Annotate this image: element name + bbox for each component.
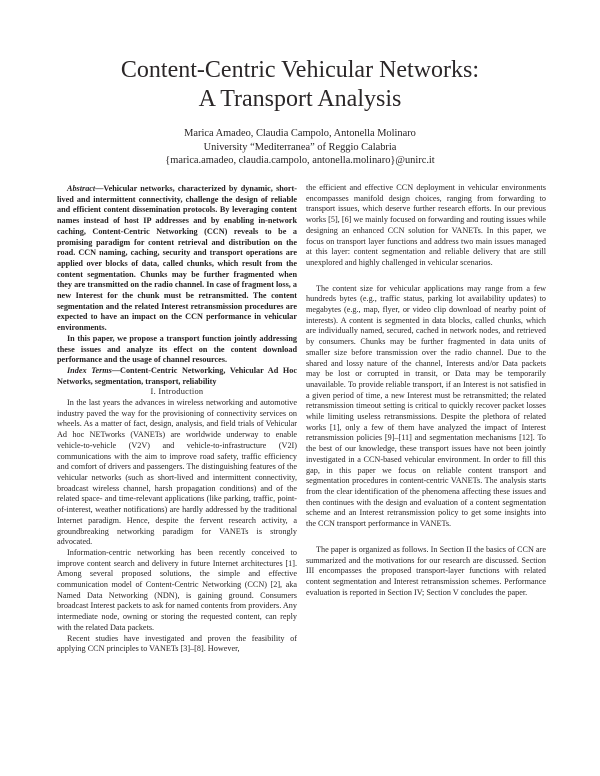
abstract-label: Abstract [67,184,96,193]
paragraph-gap [306,269,546,284]
abstract-text: —Vehicular networks, characterized by dynamic, short-lived and intermittent connectivity, challenge the design of reliable and efficient content dissemination protocols. By leveraging content names instead of host IP addresses and by enabling in-network caching, Content-Centric Networking (CCN) reveals to be a promising paradigm for content retrieval and distribution on the road. CCN naming, caching, security and transport operations are applied over blocks of data, called chunks, which result from the content segmentation. Chunks may be further fragmented when they are transmitted on the radio channel. In case of fragment loss, a new Interest for the chunk must be retransmitted. The content segmentation and the related Interest retransmission procedures are expected to have an impact on the CCN performance in vehicular environments. [57,184,297,333]
affiliation: University “Mediterranea” of Reggio Calabria [203,141,397,153]
abstract-paragraph-2: In this paper, we propose a transport function jointly addressing these issues and analyze its effect on the content download performance and the usage of channel resources. [57,333,297,365]
paragraph-gap [306,530,546,545]
author-names: Marica Amadeo, Claudia Campolo, Antonella Molinaro [184,128,416,139]
abstract-paragraph [57,184,297,334]
intro-paragraph-6: The paper is organized as follows. In Section II the basics of CCN are summarized and the motivations for our research are discussed. Section III encompasses the proposed transport-layer functions with related content segmentation and Interest retransmission schemes. Performance evaluation is reported in Section IV; Section V concludes the paper. [306,544,546,597]
author-block [0,127,600,168]
index-terms-text: —Content-Centric Networking, Vehicular Ad Hoc Networks, segmentation, transport, reliability [57,365,298,386]
intro-paragraph-4: the efficient and effective CCN deployment in vehicular environments encompasses manifold design choices, ranging from forwarding to transport issues, which deserve further research efforts. In our previous works [5], [6] we mainly focused on forwarding and routing issues while designing an enhanced CCN solution for VANETs. In this paper, we focus on transport layer functions and address two main issues managed at this layer: content segmentation and reliable delivery that are still unexplored and highly challenged in vehicular scenarios. [306,183,546,267]
index-terms-label: Index Terms [67,365,112,375]
title-line-1: Content-Centric Vehicular Networks: [120,57,480,83]
section-heading-introduction: I. Introduction [150,387,204,397]
index-terms [57,366,297,387]
intro-paragraph-5: The content size for vehicular applications may range from a few hundreds bytes (e.g., traffic status, parking lot availability updates) to megabytes (e.g., map, flyer, or video clip download of nearby point of interests). A content is segmented in data blocks, called chunks, which are individually named, secured, cached in network nodes, and retrieved by consumers. Chunks may be further fragmented in data units of smaller size before transmission over the radio channel. Due to the shared and lossy nature of the channel, Interests and/or Data packets may be lost or corrupted in transit, or Data may be temporarily unavailable. To provide reliable transport, if an Interest is not satisfied in a given period of time, a new Interest must be retransmitted; the related retransmission timeout setting is critical to quickly recover packet losses while limiting useless retransmissions. Despite the plethora of related works [1], only a few of them have analyzed the impact of Interest retransmission policies [9]–[11] and segmentation mechanisms [12]. To the best of our knowledge, these transport issues have not been jointly investigated in a CCN-based vehicular environment. In order to fill this gap, in this paper we focus on reliable content transport and segmentation procedures in content-centric VANETs. The analysis starts from the clear identification of the phenomena affecting these issues and then continues with the design and evaluation of a content segmentation scheme and an Interest retransmission policy to get some insights into the CCN transport performance in VANETs. [306,283,546,529]
intro-paragraph-2: Information-centric networking has been recently conceived to improve content search and delivery in future Internet architectures [1]. Among several proposed solutions, the simple and effective communication model of Content-Centric Networking (CCN) [2], aka Named Data Networking (NDN), is gaining ground. Consumers broadcast Interest packets to ask for named contents from providers. Any intermediate node, owning or storing the requested content, can reply with the related Data packets. [57,547,297,632]
intro-paragraph-3: Recent studies have investigated and proven the feasibility of applying CCN principles to VANETs [3]–[8]. However, [57,633,297,654]
abstract [57,184,297,387]
left-column [57,184,297,655]
author-emails: {marica.amadeo, claudia.campolo, antonella.molinaro}@unirc.it [165,155,435,166]
intro-paragraph-1: In the last years the advances in wireless networking and automotive industry paved the way for the provisioning of connectivity services on wheels. As a matter of fact, design, analysis, and field trials of Vehicular Ad hoc NETworks (VANETs) are worldwide underway to enable vehicle-to-vehicle (V2V) and vehicle-to-infrastructure (V2I) communications with the aim to improve road safety, traffic efficiency and comfort of drivers and passengers. The distinguishing features of the vehicular networks (such as short-lived and intermittent connectivity, broadcast wireless channel, harsh propagation conditions) and of the related space- and time-relevant applications (like parking, traffic, point-of-interest, weather notifications) are hardly addressed by the traditional Internet paradigm. Hence, despite the fervent research activity, a groundbreaking networking paradigm for VANETs is strongly advocated. [57,398,297,547]
paper-title [0,56,600,114]
right-column [306,183,546,598]
title-line-2: A Transport Analysis [198,86,402,112]
